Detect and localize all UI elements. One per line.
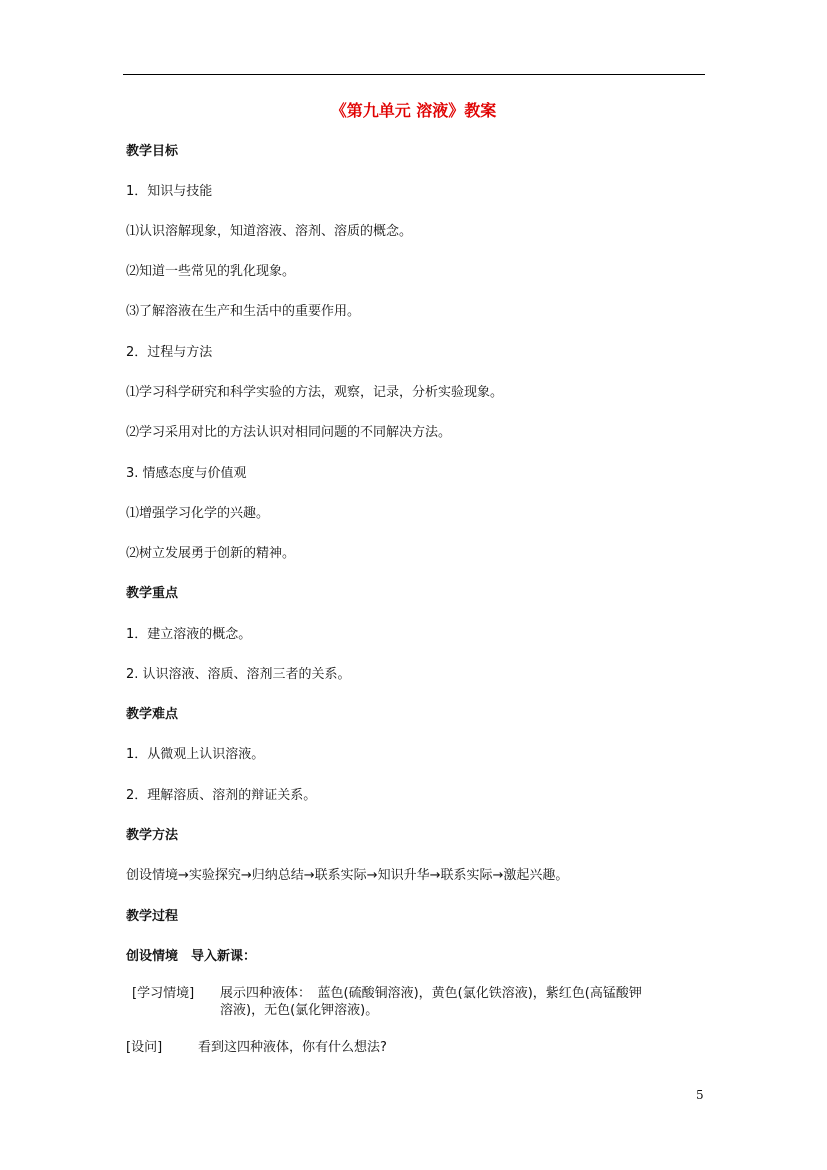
- document-title: 《第九单元 溶液》教案: [330, 101, 497, 120]
- goal-item: ⑴学习科学研究和科学实验的方法，观察，记录，分析实验现象。: [126, 385, 504, 400]
- page-number: 5: [696, 1088, 704, 1102]
- heading-difficulties: 教学难点: [126, 707, 179, 722]
- goal-process: 2．过程与方法: [126, 345, 213, 360]
- header-rule: [123, 74, 705, 75]
- question-line: [126, 1039, 387, 1057]
- goal-item: ⑴增强学习化学的兴趣。: [126, 506, 270, 521]
- heading-methods: 教学方法: [126, 828, 179, 843]
- subheading-intro: 创设情境 导入新课：: [126, 949, 257, 964]
- goal-item: ⑶了解溶液在生产和生活中的重要作用。: [126, 304, 361, 319]
- difficulty-item: 1．从微观上认识溶液。: [126, 747, 265, 762]
- difficulty-item: 2．理解溶质、溶剂的辩证关系。: [126, 788, 317, 803]
- goal-attitude: 3. 情感态度与价值观: [126, 466, 247, 481]
- situation-tag: [学习情境]: [132, 986, 195, 1001]
- goal-item: ⑴认识溶解现象，知道溶液、溶剂、溶质的概念。: [126, 224, 413, 239]
- goal-item: ⑵学习采用对比的方法认识对相同问题的不同解决方法。: [126, 425, 452, 440]
- situation-paragraph: [126, 985, 716, 1019]
- question-tag: [设问]: [126, 1040, 163, 1055]
- goal-item: ⑵树立发展勇于创新的精神。: [126, 546, 296, 561]
- goal-item: ⑵知道一些常见的乳化现象。: [126, 264, 296, 279]
- heading-teaching-goals: 教学目标: [126, 144, 179, 159]
- heading-key-points: 教学重点: [126, 586, 179, 601]
- key-point-item: 2. 认识溶液、溶质、溶剂三者的关系。: [126, 667, 351, 682]
- heading-process: 教学过程: [126, 909, 179, 924]
- situation-line-2: 溶液)，无色(氯化钾溶液)。: [220, 1003, 379, 1018]
- question-text: 看到这四种液体，你有什么想法?: [198, 1040, 387, 1055]
- situation-line-1: 展示四种液体： 蓝色(硫酸铜溶液)，黄色(氯化铁溶液)，紫红色(高锰酸钾: [220, 986, 642, 1001]
- methods-text: 创设情境→实验探究→归纳总结→联系实际→知识升华→联系实际→激起兴趣。: [126, 868, 569, 883]
- key-point-item: 1．建立溶液的概念。: [126, 627, 252, 642]
- goal-knowledge: 1．知识与技能: [126, 184, 213, 199]
